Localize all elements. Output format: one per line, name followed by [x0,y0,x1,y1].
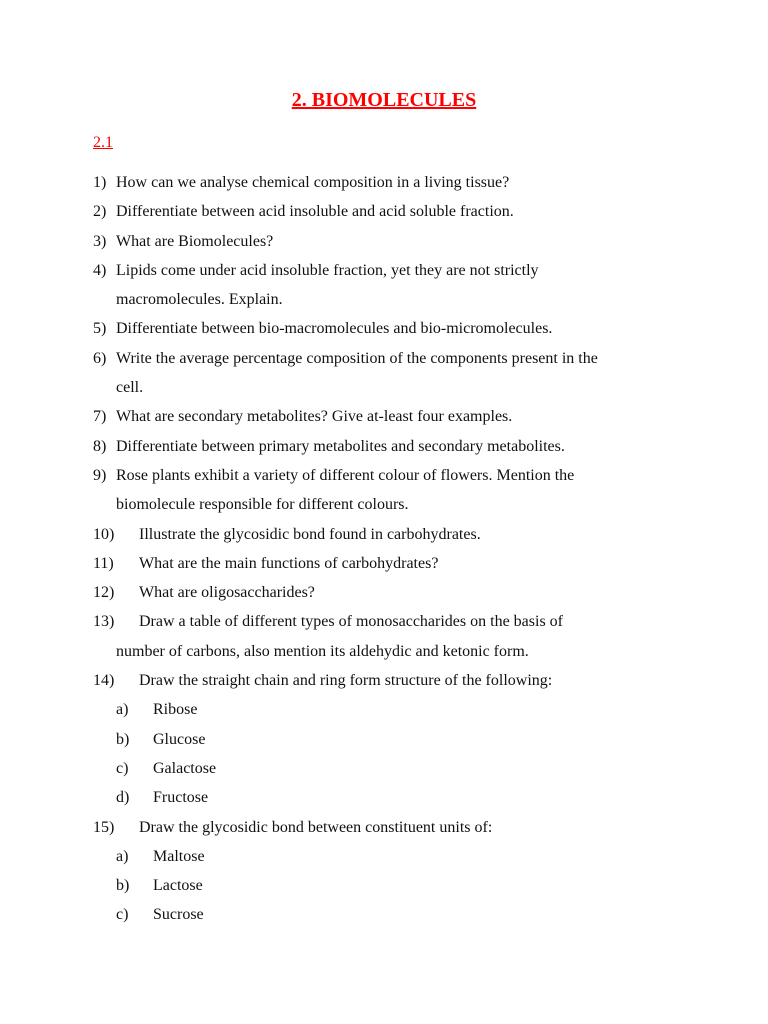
question-list [93,168,693,930]
sub-item [116,783,693,812]
question-text-continued: biomolecule responsible for different colours. [116,496,409,514]
page-title: 2. BIOMOLECULES [291,89,477,111]
question-number: 3) [93,232,107,250]
question-row [93,432,693,461]
question-item [93,578,693,607]
question-number: 9) [93,466,107,484]
section-number: 2.1 [93,134,113,151]
question-row [93,402,693,431]
question-number: 8) [93,437,107,455]
question-text: Differentiate between primary metabolites and secondary metabolites. [116,437,565,455]
question-item [93,168,693,197]
question-number: 5) [93,320,107,338]
question-row [93,344,693,373]
sub-item-text: Maltose [153,847,205,865]
question-row [93,168,693,197]
question-text: Draw the straight chain and ring form structure of the following: [139,672,553,690]
question-text-continued: macromolecules. Explain. [116,291,283,309]
sub-item-text: Sucrose [153,906,204,924]
question-item [93,607,693,666]
question-number: 6) [93,349,107,367]
question-text: What are Biomolecules? [116,232,274,250]
question-text: What are the main functions of carbohydrates? [139,554,439,572]
sub-item-letter: a) [116,847,129,865]
question-text: How can we analyse chemical composition in a living tissue? [116,174,510,191]
question-text: Illustrate the glycosidic bond found in carbohydrates. [139,525,481,543]
question-item [93,314,693,343]
question-text: Rose plants exhibit a variety of different colour of flowers. Mention the [116,466,575,484]
sub-item-letter: c) [116,759,129,777]
sub-item-list [93,695,693,812]
sub-item-list [93,842,693,930]
question-item [93,432,693,461]
question-item [93,549,693,578]
question-row [93,520,693,549]
question-item [93,520,693,549]
sub-item [116,725,693,754]
sub-item-text: Galactose [153,759,217,777]
question-text-continued: number of carbons, also mention its aldehydic and ketonic form. [116,642,529,660]
sub-item [116,695,693,724]
question-number: 15) [93,818,115,836]
sub-item-text: Fructose [153,789,209,807]
question-row [93,549,693,578]
question-text: Lipids come under acid insoluble fraction, yet they are not strictly [116,261,539,279]
sub-item-text: Ribose [153,701,198,719]
question-row [93,461,693,490]
question-text: What are oligosaccharides? [139,584,315,602]
question-text: Draw the glycosidic bond between constituent units of: [139,818,493,836]
question-text: What are secondary metabolites? Give at-least four examples. [116,408,513,426]
question-row [93,314,693,343]
question-row [93,813,693,842]
question-number: 10) [93,525,115,543]
sub-item-letter: b) [116,730,130,748]
question-item [93,344,693,403]
question-number: 11) [93,554,114,572]
sub-item-letter: a) [116,701,129,719]
question-row [93,607,693,636]
question-item [93,461,693,520]
question-number: 1) [93,174,107,191]
question-number: 12) [93,584,115,602]
question-item [93,666,693,812]
question-number: 4) [93,261,107,279]
question-text: Write the average percentage composition of the components present in the [116,349,598,367]
question-item [93,227,693,256]
question-row [93,666,693,695]
question-item [93,256,693,315]
question-number: 14) [93,672,115,690]
question-item [93,197,693,226]
question-row [93,197,693,226]
question-text: Differentiate between acid insoluble and acid soluble fraction. [116,203,514,221]
question-text: Differentiate between bio-macromolecules and bio-micromolecules. [116,320,553,338]
question-item [93,813,693,930]
sub-item [116,871,693,900]
question-row [93,227,693,256]
question-row [93,578,693,607]
question-number: 13) [93,613,115,631]
sub-item-text: Glucose [153,730,206,748]
question-number: 2) [93,203,107,221]
sub-item-letter: d) [116,789,130,807]
sub-item [116,900,693,929]
question-number: 7) [93,408,107,426]
sub-item-letter: b) [116,877,130,895]
question-text-continued: cell. [116,379,144,397]
sub-item-text: Lactose [153,877,203,895]
question-row [93,256,693,285]
sub-item [116,842,693,871]
sub-item-letter: c) [116,906,129,924]
question-item [93,402,693,431]
sub-item [116,754,693,783]
question-text: Draw a table of different types of monosaccharides on the basis of [139,613,564,631]
